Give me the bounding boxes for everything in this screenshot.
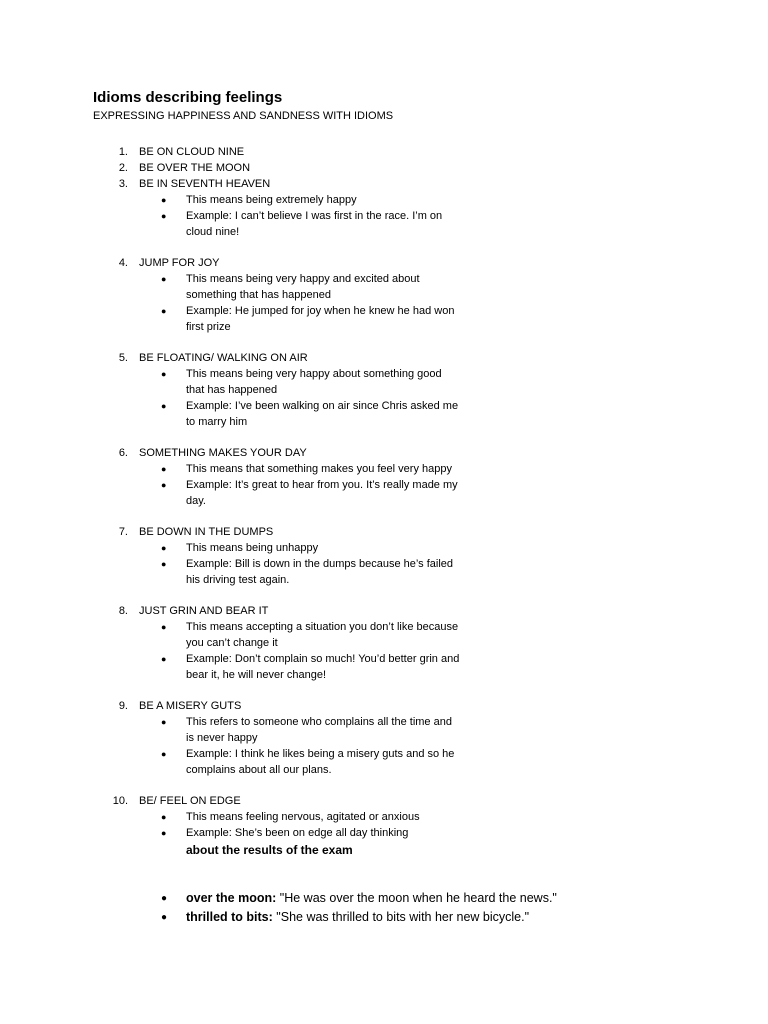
idiom-details: [0, 714, 768, 778]
idiom-details: [0, 540, 768, 588]
idiom-heading: JUMP FOR JOY: [139, 257, 220, 269]
idiom-number: 9.: [118, 700, 128, 712]
idiom-item: [0, 350, 768, 430]
idiom-detail-text: This means being very happy and excited about something that has happened: [186, 273, 420, 301]
idiom-detail-text: Example: I can’t believe I was first in the race. I’m on cloud nine!: [186, 210, 443, 238]
idiom-heading: BE IN SEVENTH HEAVEN: [139, 178, 271, 190]
idiom-item: [0, 603, 768, 683]
idiom-item: [0, 445, 768, 509]
bullet-icon: ●: [161, 912, 168, 923]
idiom-heading-line: [0, 445, 768, 461]
idiom-number: 10.: [112, 795, 128, 807]
idiom-number: 6.: [118, 447, 128, 459]
idiom-heading-line: [0, 255, 768, 271]
idiom-heading-line: [0, 603, 768, 619]
idiom-detail-text: This means being very happy about something good that has happened: [186, 368, 442, 396]
idiom-details: [0, 619, 768, 683]
idiom-number: 7.: [118, 526, 128, 538]
bullet-icon: ●: [161, 828, 167, 838]
bullet-icon: ●: [161, 654, 167, 664]
idiom-example: [0, 651, 768, 683]
idiom-example: [0, 208, 768, 240]
idiom-item: [0, 176, 768, 240]
extra-idiom-term: over the moon:: [186, 891, 277, 905]
idiom-item: [0, 698, 768, 778]
idiom-meaning: [0, 809, 768, 825]
bullet-icon: ●: [161, 480, 167, 490]
idiom-number: 8.: [118, 605, 128, 617]
idiom-detail-text: This means being extremely happy: [186, 194, 357, 206]
idiom-meaning: [0, 461, 768, 477]
idiom-example: [0, 825, 768, 841]
idiom-heading: BE ON CLOUD NINE: [139, 146, 245, 158]
idiom-number: 5.: [118, 352, 128, 364]
idiom-number: 3.: [118, 178, 128, 190]
extra-idiom-text: [186, 908, 529, 927]
idiom-detail-text: Example: Bill is down in the dumps because he’s failed his driving test again.: [186, 558, 454, 586]
idiom-detail-text: Example: Don’t complain so much! You’d better grin and bear it, he will never change!: [186, 653, 460, 681]
idiom-example-continuation: about the results of the exam: [186, 843, 353, 857]
bullet-icon: ●: [161, 274, 167, 284]
bullet-icon: ●: [161, 717, 167, 727]
spacer: [0, 240, 768, 255]
document-subtitle: EXPRESSING HAPPINESS AND SANDNESS WITH IDIOMS: [93, 110, 394, 122]
extra-idiom: [0, 889, 768, 908]
bullet-icon: ●: [161, 622, 167, 632]
idiom-example: [0, 746, 768, 778]
spacer: [0, 430, 768, 445]
idiom-list: [0, 144, 768, 859]
idiom-example: [0, 477, 768, 509]
idiom-item: [0, 144, 768, 160]
bullet-icon: ●: [161, 559, 167, 569]
idiom-example: [0, 303, 768, 335]
spacer: [0, 588, 768, 603]
idiom-heading-line: [0, 144, 768, 160]
extra-idiom-example: "She was thrilled to bits with her new bicycle.": [276, 910, 530, 924]
idiom-heading-line: [0, 350, 768, 366]
idiom-heading-line: [0, 524, 768, 540]
idiom-detail-text: Example: He jumped for joy when he knew he had won first prize: [186, 305, 455, 333]
bullet-icon: ●: [161, 543, 167, 553]
idiom-detail-text: This means that something makes you feel very happy: [186, 463, 452, 475]
extra-idiom-example: "He was over the moon when he heard the news.": [279, 891, 557, 905]
idiom-detail-text: Example: She’s been on edge all day thinking: [186, 827, 409, 839]
idiom-detail-text: This means accepting a situation you don’t like because you can’t change it: [186, 621, 459, 649]
idiom-meaning: [0, 271, 768, 303]
idiom-details: [0, 192, 768, 240]
spacer: [0, 778, 768, 793]
idiom-detail-text: Example: I think he likes being a misery guts and so he complains about all our plans.: [186, 748, 455, 776]
bullet-icon: ●: [161, 369, 167, 379]
spacer: [0, 683, 768, 698]
bullet-icon: ●: [161, 749, 167, 759]
extra-idioms-list: [0, 889, 768, 927]
idiom-number: 1.: [118, 146, 128, 158]
idiom-number: 2.: [118, 162, 128, 174]
idiom-meaning: [0, 619, 768, 651]
idiom-number: 4.: [118, 257, 128, 269]
bullet-icon: ●: [161, 401, 167, 411]
idiom-heading: SOMETHING MAKES YOUR DAY: [139, 447, 307, 459]
idiom-details: [0, 366, 768, 430]
idiom-item: [0, 524, 768, 588]
extra-idiom: [0, 908, 768, 927]
idiom-item: [0, 793, 768, 859]
idiom-item: [0, 255, 768, 335]
idiom-example: [0, 398, 768, 430]
idiom-heading-line: [0, 793, 768, 809]
idiom-meaning: [0, 714, 768, 746]
bullet-icon: ●: [161, 464, 167, 474]
idiom-details: [0, 809, 768, 841]
idiom-heading: JUST GRIN AND BEAR IT: [139, 605, 269, 617]
bullet-icon: ●: [161, 195, 167, 205]
idiom-heading-line: [0, 160, 768, 176]
idiom-example: [0, 556, 768, 588]
bullet-icon: ●: [161, 893, 168, 904]
idiom-details: [0, 461, 768, 509]
idiom-heading-line: [0, 176, 768, 192]
extra-idiom-term: thrilled to bits:: [186, 910, 273, 924]
idiom-meaning: [0, 540, 768, 556]
spacer: [0, 509, 768, 524]
bullet-icon: ●: [161, 812, 167, 822]
idiom-heading: BE/ FEEL ON EDGE: [139, 795, 241, 807]
extra-idiom-text: [186, 889, 557, 908]
idiom-meaning: [0, 366, 768, 398]
idiom-heading-line: [0, 698, 768, 714]
idiom-heading: BE DOWN IN THE DUMPS: [139, 526, 274, 538]
spacer: [0, 335, 768, 350]
idiom-detail-text: This refers to someone who complains all the time and is never happy: [186, 716, 452, 744]
idiom-heading: BE OVER THE MOON: [139, 162, 251, 174]
document-title: Idioms describing feelings: [93, 89, 283, 106]
idiom-heading: BE A MISERY GUTS: [139, 700, 242, 712]
idiom-heading: BE FLOATING/ WALKING ON AIR: [139, 352, 308, 364]
idiom-details: [0, 271, 768, 335]
bullet-icon: ●: [161, 211, 167, 221]
idiom-item: [0, 160, 768, 176]
idiom-detail-text: This means being unhappy: [186, 542, 319, 554]
bullet-icon: ●: [161, 306, 167, 316]
idiom-detail-text: Example: I’ve been walking on air since Chris asked me to marry him: [186, 400, 459, 428]
idiom-meaning: [0, 192, 768, 208]
idiom-detail-text: Example: It’s great to hear from you. It’s really made my day.: [186, 479, 458, 507]
idiom-detail-text: This means feeling nervous, agitated or anxious: [186, 811, 420, 823]
